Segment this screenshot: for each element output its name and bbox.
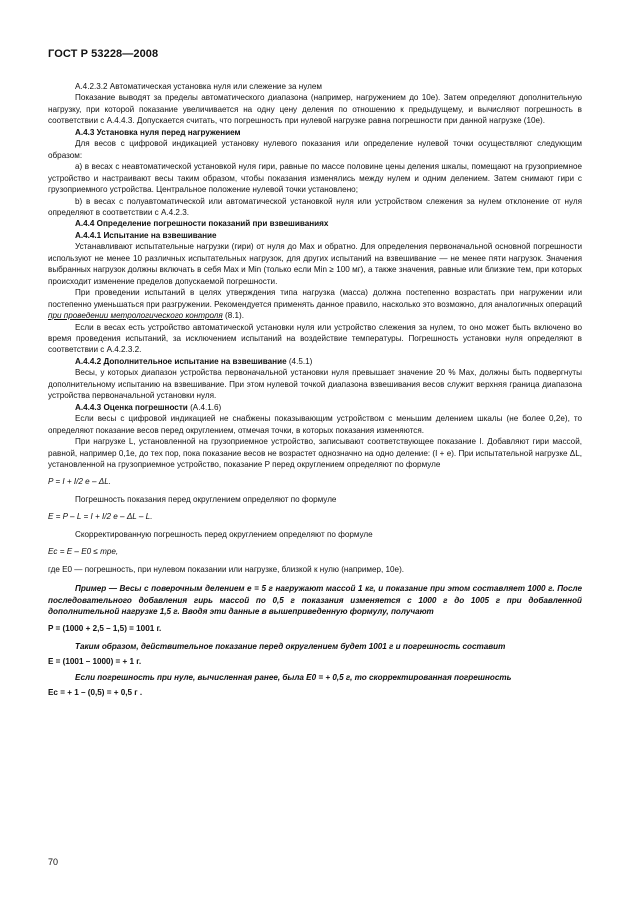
paragraph: Для весов с цифровой индикацией установку нулевого показания или определение нулевой точки осуществляют следующим образом: [48,139,582,160]
paragraph: Погрешность показания перед округлением определяют по формуле [75,494,337,504]
standard-header: ГОСТ Р 53228—2008 [48,48,159,60]
section-heading: А.4.3 Установка нуля перед нагружением [75,127,241,137]
example-paragraph: Пример — Весы с поверочным делением e = 5 г нагружают массой 1 кг, и показание при этом составляет 1000 г. После последовательного добавления гирь массой по 0,5 г показания изменяется с 1000 г до 1005 г при добавленной дополнительной нагрузке 1,5 г. Вводя эти данные в вышеприведенную формулу, получают [48,584,582,617]
paragraph: Весы, у которых диапазон устройства первоначальной установки нуля превышает значение 20 % Max, должны быть подвергнуты дополнительному испытанию на взвешивание. При этом нулевой точкой диапазона взвешивания весов служит верхняя граница диапазона устройства первоначальной установки нуля. [48,368,582,401]
formula: Ec = E – E0 ≤ mpe, [48,547,119,557]
example-formula: P = (1000 + 2,5 – 1,5) = 1001 г. [48,624,162,634]
paragraph [48,287,582,321]
paragraph-text: (8.1). [222,311,244,321]
subsection-ref: (4.5.1) [286,356,313,366]
subsection-heading [48,356,582,367]
section-heading: А.4.4 Определение погрешности показаний при взвешиваниях [75,219,329,229]
paragraph: Если в весах есть устройство автоматической установки нуля или устройство слежения за нулем, то оно может быть включено во время проведения испытаний, за исключением испытаний на воздействие температуры. Погрешность установки нуля определяют в соответствии с А.4.2.3.2. [48,322,582,355]
subsection-heading [48,402,582,413]
subsection-heading: А.4.4.1 Испытание на взвешивание [75,230,217,240]
paragraph-text: При проведении испытаний в целях утверждения типа нагрузка (масса) должна постепенно возрастать при нагружении или постепенно уменьшаться при разгружении. Рекомендуется применять данное правило, насколько это возможно, для аналогичных операций [48,288,582,309]
paragraph: Скорректированную погрешность перед округлением определяют по формуле [75,529,373,539]
example-formula: E = (1001 – 1000) = + 1 г. [48,657,142,667]
subsection-ref: (А.4.1.6) [187,402,222,412]
emphasis-text: при проведении метрологического контроля [48,311,223,321]
paragraph: Если весы с цифровой индикацией не снабжены показывающим устройством с меньшим делением шкалы (не более 0,2e), то определяют показание весов перед округлением, отмечая точки, в которых показания изменяются. [48,414,582,435]
example-paragraph: Таким образом, действительное показание перед округлением будет 1001 г и погрешность составит [75,641,506,651]
list-item: а) в весах с неавтоматической установкой нуля гири, равные по массе половине цены деления шкалы, помещают на грузоприемное устройство и настраивают весы таким образом, чтобы показания изменялись между нулем и одним делением. Затем снимают гири с грузоприемного устройства. Центральное положение нулевой точки установлено; [48,162,582,195]
formula: E = P – L = I + I/2 e – ΔL – L. [48,512,153,522]
subsection-heading-text: А.4.4.3 Оценка погрешности [75,402,188,412]
paragraph: Показание выводят за пределы автоматического диапазона (например, нагружением до 10e). Затем определяют дополнительную нагрузку, при которой показание увеличивается на одну цену деления по отношению к предыдущему, и вычисляют погрешность в соответствии с А.4.4.3. Допускается считать, что погрешность при нулевой нагрузке равна погрешности при данной нагрузке (10e). [48,93,582,126]
formula: P = I + I/2 e – ΔL. [48,477,111,487]
subsection-heading-text: А.4.4.2 Дополнительное испытание на взвешивание [75,356,287,366]
paragraph: При нагрузке L, установленной на грузоприемное устройство, записывают соответствующее показание I. Добавляют гири массой, равной, например 0,1e, до тех пор, пока показание весов не возрастет однозначно на одно деление: (I + e). При испытательной нагрузке ΔL, установленной на грузоприемное устройство, показание P перед округлением определяют по формуле [48,437,582,469]
paragraph: Устанавливают испытательные нагрузки (гири) от нуля до Max и обратно. Для определения первоначальной основной погрешности используют не менее 10 различных испытательных нагрузок, для других испытаний на взвешивание — не менее пяти нагрузок. Значения выбранных нагрузок должны включать в себя Max и Min (только если Min ≥ 100 мг), а также значения, равные или близкие тем, при которых происходит изменение пределов допускаемой погрешности. [48,242,582,286]
page-content [48,81,582,703]
paragraph-heading: А.4.2.3.2 Автоматическая установка нуля или слежение за нулем [75,82,322,91]
example-paragraph: Если погрешность при нуле, вычисленная ранее, была E0 = + 0,5 г, то скорректированная погрешность [75,672,512,682]
list-item: b) в весах с полуавтоматической или автоматической установкой нуля или устройством слежения за нулем отклонение от нуля определяют в соответствии с А.4.2.3. [48,196,582,217]
example-formula: Ec = + 1 – (0,5) = + 0,5 г . [48,688,143,698]
paragraph: где E0 — погрешность, при нулевом показании или нагрузке, близкой к нулю (например, 10e). [48,564,405,574]
page-number: 70 [48,857,59,867]
